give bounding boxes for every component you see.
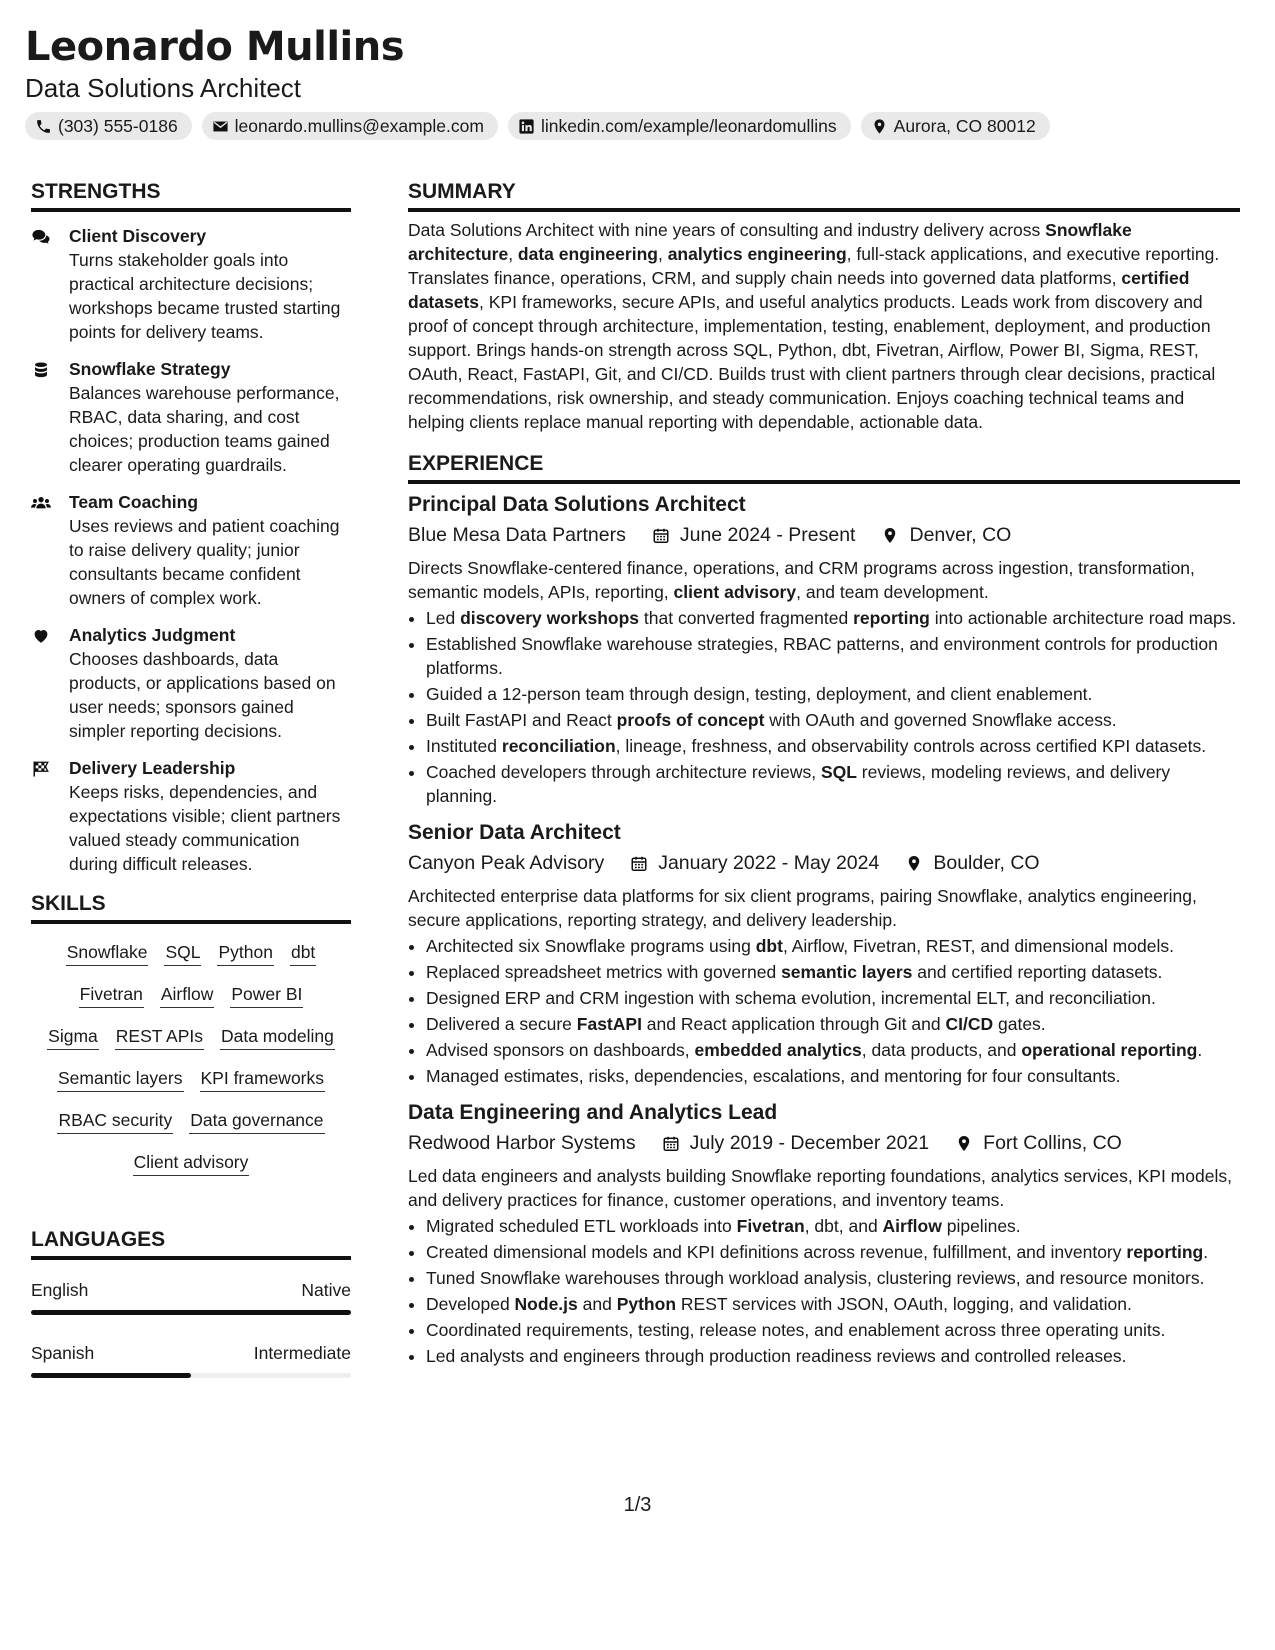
text-run: and React application through Git and bbox=[641, 1014, 946, 1034]
job-bullets bbox=[408, 934, 1240, 1088]
text-run: Built FastAPI and React bbox=[426, 710, 617, 730]
contact-chip bbox=[861, 112, 1050, 140]
database-icon bbox=[31, 361, 51, 379]
bullet-item bbox=[426, 606, 1240, 630]
bullet-item bbox=[426, 986, 1240, 1010]
text-run: , Airflow, Fivetran, REST, and dimensional models. bbox=[782, 936, 1174, 956]
job-title: Principal Data Solutions Architect bbox=[408, 493, 746, 516]
company-name: Blue Mesa Data Partners bbox=[408, 524, 626, 546]
text-run: Data Solutions Architect with nine years of consulting and industry delivery across bbox=[408, 220, 1046, 240]
text-run: into actionable architecture road maps. bbox=[929, 608, 1237, 628]
text-run: , KPI frameworks, secure APIs, and useful analytics products. Leads work from discovery and proof of concept through architecture, implementation, testing, enablement, deployment, and production support. Brings hands-on strength across SQL, Python, dbt, Fivetran, Airflow, Power BI, Sigma, REST, OAuth, React, FastAPI, Git, and CI/CD. Builds trust with client partners through clear decisions, practical recommendations, risk ownership, and steady communication. Enjoys coaching technical teams and helping clients replace manual reporting with dependable, actionable data. bbox=[408, 292, 1216, 432]
bullet-item bbox=[426, 682, 1240, 706]
text-run: and bbox=[577, 1294, 617, 1314]
proficiency-fill bbox=[31, 1373, 191, 1378]
location-pin-icon bbox=[871, 118, 888, 135]
calendar-icon bbox=[652, 526, 670, 545]
text-run: , dbt, and bbox=[804, 1216, 883, 1236]
strength-name: Team Coaching bbox=[69, 492, 199, 512]
text-run: , data products, and bbox=[861, 1040, 1022, 1060]
bullet-item bbox=[426, 708, 1240, 732]
bullet-item bbox=[426, 960, 1240, 984]
skill-tag: Client advisory bbox=[133, 1150, 250, 1176]
skills-section bbox=[31, 890, 351, 1190]
job-entry bbox=[408, 818, 1240, 1088]
bullet-item bbox=[426, 1318, 1240, 1342]
strength-icon-wrap bbox=[31, 224, 55, 344]
text-run: pipelines. bbox=[941, 1216, 1021, 1236]
contact-chip bbox=[508, 112, 851, 140]
bold-text: data engineering bbox=[517, 244, 658, 264]
text-run: that converted fragmented bbox=[639, 608, 854, 628]
text-run: reviews, modeling reviews, and delivery planning. bbox=[426, 762, 1171, 806]
contact-text: Aurora, CO 80012 bbox=[893, 115, 1036, 136]
bullet-item bbox=[426, 734, 1240, 758]
bold-text: SQL bbox=[820, 762, 857, 782]
skill-tag: Snowflake bbox=[66, 940, 149, 966]
strength-icon-wrap bbox=[31, 756, 55, 876]
skill-tag: Airflow bbox=[160, 982, 215, 1008]
text-run: Established Snowflake warehouse strategies, RBAC patterns, and environment controls for production platforms. bbox=[426, 634, 1218, 678]
strength-icon-wrap bbox=[31, 623, 55, 743]
bullet-item bbox=[426, 1266, 1240, 1290]
strength-icon-wrap bbox=[31, 490, 55, 610]
bullet-item bbox=[426, 1064, 1240, 1088]
skills-row bbox=[31, 1108, 351, 1134]
strength-description: Chooses dashboards, data products, or applications based on user needs; sponsors gained simpler reporting decisions. bbox=[69, 649, 336, 741]
bold-text: certified datasets bbox=[408, 268, 1190, 312]
strength-body bbox=[69, 224, 351, 344]
envelope-icon bbox=[212, 118, 229, 135]
bold-text: FastAPI bbox=[576, 1014, 642, 1034]
language-level: Native bbox=[301, 1280, 351, 1300]
languages-section bbox=[31, 1226, 351, 1378]
language-name: Spanish bbox=[31, 1343, 95, 1363]
bold-text: CI/CD bbox=[945, 1014, 994, 1034]
heart-icon bbox=[31, 627, 51, 645]
skills-row bbox=[31, 1024, 351, 1050]
summary-heading: SUMMARY bbox=[408, 178, 1240, 212]
skills-heading: SKILLS bbox=[31, 890, 351, 924]
text-run: Led data engineers and analysts building Snowflake reporting foundations, analytics services, KPI models, and delivery practices for finance, customer operations, and inventory teams. bbox=[408, 1166, 1232, 1210]
experience-section bbox=[408, 450, 1240, 1368]
text-run: , bbox=[657, 244, 668, 264]
strength-body bbox=[69, 490, 351, 610]
contact-text: (303) 555-0186 bbox=[58, 115, 178, 136]
candidate-title: Data Solutions Architect bbox=[25, 73, 302, 103]
skill-tag: Data governance bbox=[189, 1108, 324, 1134]
language-item bbox=[31, 1341, 351, 1378]
job-entry bbox=[408, 490, 1240, 808]
strength-description: Keeps risks, dependencies, and expectations visible; client partners valued steady communication during difficult releases. bbox=[69, 782, 341, 874]
job-title: Data Engineering and Analytics Lead bbox=[408, 1101, 778, 1124]
summary-section bbox=[408, 178, 1240, 434]
proficiency-bar bbox=[31, 1373, 351, 1378]
skills-cloud bbox=[31, 936, 351, 1190]
skill-tag: dbt bbox=[290, 940, 316, 966]
text-run: , lineage, freshness, and observability controls across certified KPI datasets. bbox=[615, 736, 1207, 756]
text-run: . bbox=[1197, 1040, 1203, 1060]
job-bullets bbox=[408, 1214, 1240, 1368]
job-dates: January 2022 - May 2024 bbox=[658, 852, 880, 874]
language-item bbox=[31, 1278, 351, 1315]
text-run: , full-stack applications, and executive reporting. Translates finance, operations, CRM, and supply chain needs into governed data platforms, bbox=[408, 244, 1220, 288]
bullet-item bbox=[426, 1214, 1240, 1238]
bullet-item bbox=[426, 760, 1240, 808]
contact-text: leonardo.mullins@example.com bbox=[234, 115, 484, 136]
text-run: Instituted bbox=[426, 736, 502, 756]
experience-heading: EXPERIENCE bbox=[408, 450, 1240, 484]
strength-description: Turns stakeholder goals into practical architecture decisions; workshops became trusted starting points for delivery teams. bbox=[69, 250, 341, 342]
skill-tag: REST APIs bbox=[115, 1024, 204, 1050]
bold-text: client advisory bbox=[673, 582, 797, 602]
location-pin-icon bbox=[881, 526, 899, 545]
job-meta bbox=[408, 520, 1240, 550]
bold-text: reporting bbox=[1126, 1242, 1204, 1262]
linkedin-icon bbox=[518, 118, 535, 135]
strength-body bbox=[69, 756, 351, 876]
bold-text: semantic layers bbox=[781, 962, 913, 982]
text-run: with OAuth and governed Snowflake access. bbox=[764, 710, 1117, 730]
bold-text: proofs of concept bbox=[616, 710, 765, 730]
candidate-name: Leonardo Mullins bbox=[25, 24, 405, 70]
text-run: . bbox=[1203, 1242, 1209, 1262]
text-run: Directs Snowflake-centered finance, operations, and CRM programs across ingestion, transformation, semantic models, APIs, reporting, bbox=[408, 558, 1195, 602]
company-name: Canyon Peak Advisory bbox=[408, 852, 605, 874]
bold-text: reporting bbox=[853, 608, 930, 628]
resume-header bbox=[25, 22, 1250, 140]
text-run: REST services with JSON, OAuth, logging, and validation. bbox=[676, 1294, 1132, 1314]
text-run: Architected enterprise data platforms for six client programs, pairing Snowflake, analytics engineering, secure applications, reporting strategy, and delivery leadership. bbox=[408, 886, 1197, 930]
job-dates: July 2019 - December 2021 bbox=[689, 1132, 930, 1154]
job-entry bbox=[408, 1098, 1240, 1368]
checkered-flag-icon bbox=[31, 760, 51, 778]
text-run: Architected six Snowflake programs using bbox=[426, 936, 756, 956]
language-name: English bbox=[31, 1280, 89, 1300]
text-run: Developed bbox=[426, 1294, 515, 1314]
page-number: 1/3 bbox=[623, 1494, 652, 1516]
text-run: Tuned Snowflake warehouses through workload analysis, clustering reviews, and resource monitors. bbox=[426, 1268, 1205, 1288]
language-row bbox=[31, 1341, 351, 1365]
strength-body bbox=[69, 623, 351, 743]
comments-icon bbox=[31, 228, 51, 246]
job-location: Denver, CO bbox=[909, 524, 1012, 546]
strength-item bbox=[31, 357, 351, 477]
bullet-item bbox=[426, 934, 1240, 958]
skills-row bbox=[31, 1150, 351, 1176]
bullet-item bbox=[426, 1038, 1240, 1062]
calendar-icon bbox=[662, 1134, 680, 1153]
job-description bbox=[408, 556, 1240, 604]
text-run: Coached developers through architecture reviews, bbox=[426, 762, 821, 782]
skill-tag: RBAC security bbox=[57, 1108, 173, 1134]
strengths-heading: STRENGTHS bbox=[31, 178, 351, 212]
language-level: Intermediate bbox=[253, 1343, 351, 1363]
strengths-section bbox=[31, 178, 351, 876]
skill-tag: KPI frameworks bbox=[200, 1066, 326, 1092]
text-run: Delivered a secure bbox=[426, 1014, 577, 1034]
bold-text: embedded analytics bbox=[694, 1040, 862, 1060]
bullet-item bbox=[426, 1012, 1240, 1036]
job-description bbox=[408, 884, 1240, 932]
bold-text: reconciliation bbox=[501, 736, 616, 756]
skill-tag: Semantic layers bbox=[57, 1066, 184, 1092]
languages-list bbox=[31, 1278, 351, 1378]
strength-name: Analytics Judgment bbox=[69, 625, 236, 645]
job-location: Boulder, CO bbox=[933, 852, 1040, 874]
location-pin-icon bbox=[905, 854, 923, 873]
left-column bbox=[31, 178, 351, 1404]
strength-name: Delivery Leadership bbox=[69, 758, 236, 778]
job-meta bbox=[408, 848, 1240, 878]
job-dates: June 2024 - Present bbox=[679, 524, 856, 546]
proficiency-bar bbox=[31, 1310, 351, 1315]
text-run: Created dimensional models and KPI definitions across revenue, fulfillment, and inventory bbox=[426, 1242, 1127, 1262]
strengths-list bbox=[31, 224, 351, 876]
bold-text: Airflow bbox=[882, 1216, 942, 1236]
language-row bbox=[31, 1278, 351, 1302]
job-title: Senior Data Architect bbox=[408, 821, 621, 844]
text-run: and certified reporting datasets. bbox=[912, 962, 1163, 982]
job-meta bbox=[408, 1128, 1240, 1158]
experience-list bbox=[408, 490, 1240, 1368]
skills-row bbox=[31, 982, 351, 1008]
bullet-item bbox=[426, 1344, 1240, 1368]
text-run: Led analysts and engineers through production readiness reviews and controlled releases. bbox=[426, 1346, 1127, 1366]
strength-item bbox=[31, 224, 351, 344]
bold-text: Node.js bbox=[514, 1294, 578, 1314]
contact-chip bbox=[25, 112, 192, 140]
skill-tag: Fivetran bbox=[79, 982, 144, 1008]
contact-chip bbox=[202, 112, 498, 140]
bold-text: Snowflake architecture bbox=[408, 220, 1132, 264]
text-run: Led bbox=[426, 608, 461, 628]
bullet-item bbox=[426, 632, 1240, 680]
text-run: Guided a 12-person team through design, testing, deployment, and client enablement. bbox=[426, 684, 1093, 704]
strength-name: Snowflake Strategy bbox=[69, 359, 231, 379]
proficiency-fill bbox=[31, 1310, 351, 1315]
languages-heading: LANGUAGES bbox=[31, 1226, 351, 1260]
text-run: Advised sponsors on dashboards, bbox=[426, 1040, 695, 1060]
text-run: Replaced spreadsheet metrics with governed bbox=[426, 962, 782, 982]
job-description bbox=[408, 1164, 1240, 1212]
strength-icon-wrap bbox=[31, 357, 55, 477]
bullet-item bbox=[426, 1292, 1240, 1316]
right-column bbox=[408, 178, 1240, 1378]
text-run: Managed estimates, risks, dependencies, escalations, and mentoring for four consultants. bbox=[426, 1066, 1121, 1086]
text-run: Designed ERP and CRM ingestion with schema evolution, incremental ELT, and reconciliation. bbox=[426, 988, 1156, 1008]
job-location: Fort Collins, CO bbox=[983, 1132, 1122, 1154]
calendar-icon bbox=[630, 854, 648, 873]
text-run: , and team development. bbox=[796, 582, 989, 602]
strength-description: Uses reviews and patient coaching to raise delivery quality; junior consultants became confident owners of complex work. bbox=[69, 516, 340, 608]
job-bullets bbox=[408, 606, 1240, 808]
skill-tag: Power BI bbox=[230, 982, 303, 1008]
strength-item bbox=[31, 490, 351, 610]
phone-icon bbox=[35, 118, 52, 135]
location-pin-icon bbox=[955, 1134, 973, 1153]
contact-text: linkedin.com/example/leonardomullins bbox=[540, 115, 837, 136]
strength-description: Balances warehouse performance, RBAC, data sharing, and cost choices; production teams gained clearer operating guardrails. bbox=[69, 383, 340, 475]
text-run: gates. bbox=[993, 1014, 1046, 1034]
skill-tag: Sigma bbox=[47, 1024, 99, 1050]
contact-bar bbox=[25, 112, 1250, 140]
skills-row bbox=[31, 940, 351, 966]
bold-text: discovery workshops bbox=[460, 608, 640, 628]
skills-row bbox=[31, 1066, 351, 1092]
company-name: Redwood Harbor Systems bbox=[408, 1132, 636, 1154]
bold-text: dbt bbox=[755, 936, 783, 956]
strength-item bbox=[31, 623, 351, 743]
bold-text: Fivetran bbox=[736, 1216, 805, 1236]
bold-text: operational reporting bbox=[1021, 1040, 1198, 1060]
text-run: Migrated scheduled ETL workloads into bbox=[426, 1216, 737, 1236]
strength-name: Client Discovery bbox=[69, 226, 207, 246]
skills-list bbox=[31, 936, 351, 1190]
users-icon bbox=[31, 494, 51, 512]
skill-tag: Data modeling bbox=[220, 1024, 335, 1050]
skill-tag: SQL bbox=[164, 940, 201, 966]
bold-text: Python bbox=[616, 1294, 677, 1314]
summary-text bbox=[408, 218, 1240, 434]
text-run: Coordinated requirements, testing, release notes, and enablement across three operating units. bbox=[426, 1320, 1166, 1340]
strength-item bbox=[31, 756, 351, 876]
skill-tag: Python bbox=[217, 940, 273, 966]
bold-text: analytics engineering bbox=[667, 244, 847, 264]
text-run: , bbox=[508, 244, 518, 264]
bullet-item bbox=[426, 1240, 1240, 1264]
strength-body bbox=[69, 357, 351, 477]
